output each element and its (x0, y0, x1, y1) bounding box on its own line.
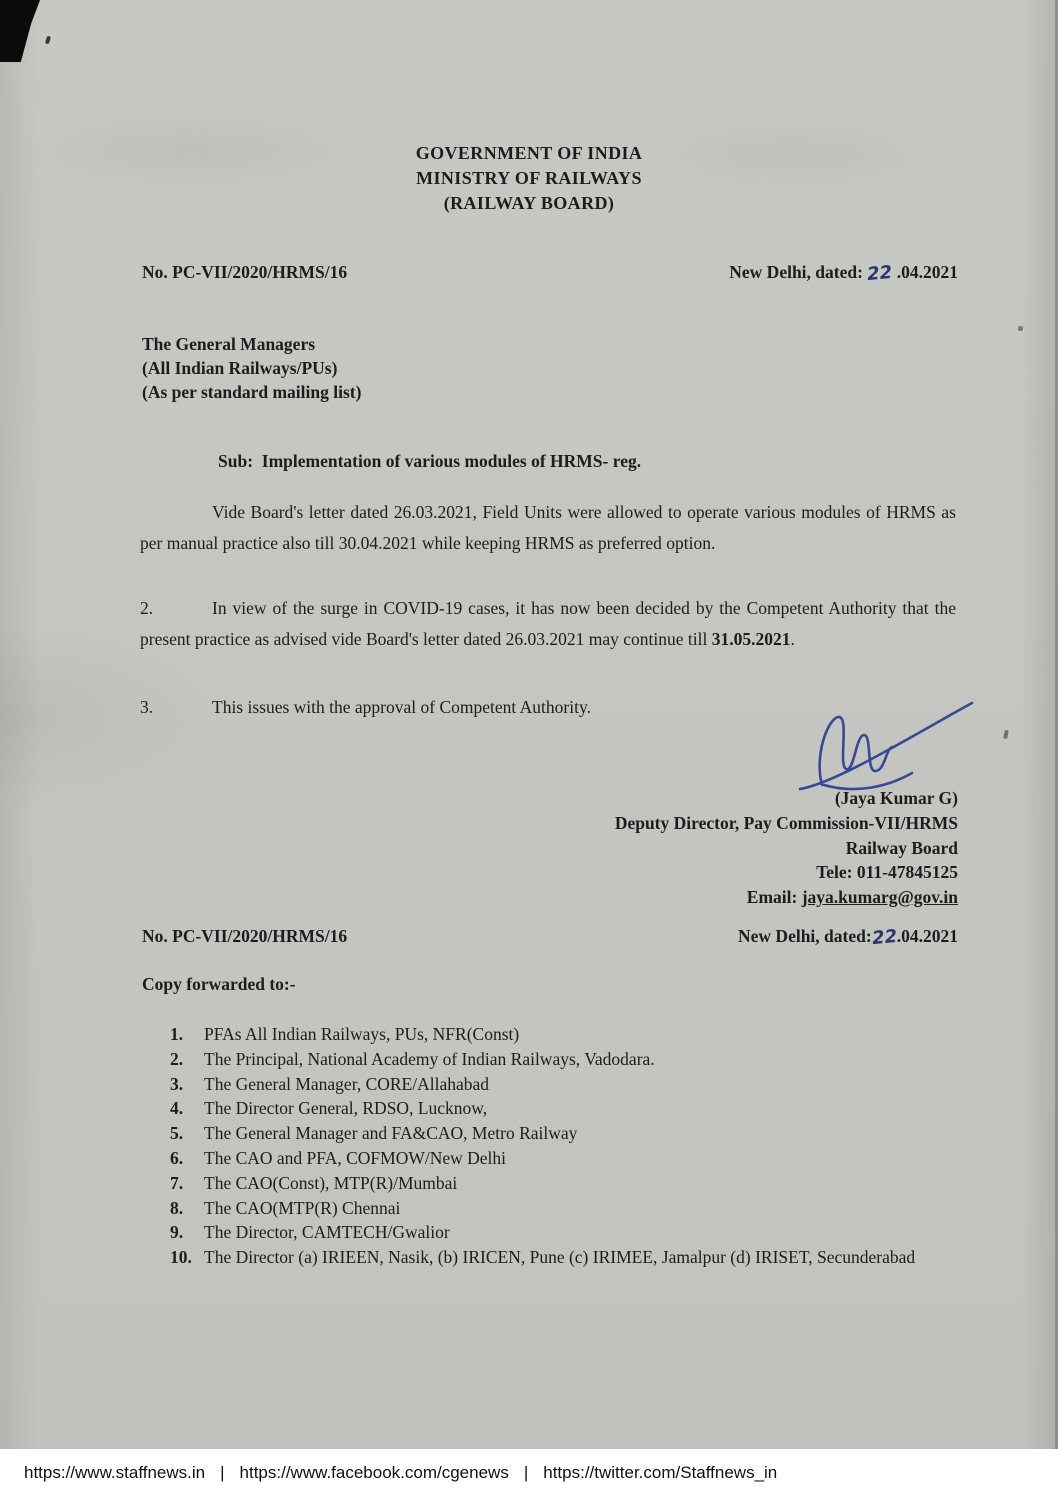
list-item (170, 1171, 958, 1196)
footer-separator: | (220, 1462, 225, 1482)
list-item (170, 1096, 958, 1121)
letter-number: No. PC-VII/2020/HRMS/16 (142, 926, 348, 946)
list-item (170, 1072, 958, 1097)
signatory-designation: Deputy Director, Pay Commission-VII/HRMS (614, 812, 958, 833)
letter-number: No. PC-VII/2020/HRMS/16 (142, 262, 348, 282)
item-text: The General Manager, CORE/Allahabad (204, 1073, 490, 1094)
addressee-line-2: (All Indian Railways/PUs) (142, 358, 338, 378)
paragraph-3-text: This issues with the approval of Competent Authority. (212, 697, 591, 717)
letterhead-line-3: (RAILWAY BOARD) (443, 193, 615, 213)
footer-url-facebook: https://www.facebook.com/cgenews (239, 1462, 509, 1482)
date-prefix: New Delhi, dated: (729, 262, 868, 282)
list-item (170, 1220, 958, 1245)
item-text: The Director, CAMTECH/Gwalior (204, 1222, 450, 1243)
footer-separator: | (523, 1462, 529, 1482)
item-text: The CAO(MTP(R) Chennai (204, 1197, 401, 1218)
addressee-line-1: The General Managers (142, 334, 316, 354)
date-suffix: .04.2021 (892, 262, 958, 282)
item-number: 3. (170, 1073, 184, 1094)
list-item (170, 1047, 958, 1072)
scan-speck (1003, 730, 1009, 740)
addressee-block (142, 332, 361, 404)
list-item (170, 1146, 958, 1171)
paragraph-2-period: . (790, 628, 795, 649)
date-suffix: .04.2021 (896, 926, 958, 946)
reference-row-2 (142, 925, 958, 950)
paragraph-1: Vide Board's letter dated 26.03.2021, Field Units were allowed to operate various modules of HRMS as per manual practice also till 30.04.2021 while keeping HRMS as preferred option. (140, 502, 956, 553)
item-number: 4. (170, 1098, 184, 1119)
email-address: jaya.kumarg@gov.in (801, 887, 958, 908)
signatory-phone: Tele: 011-47845125 (816, 862, 958, 883)
item-number: 6. (170, 1147, 184, 1168)
list-item (170, 1245, 958, 1270)
handwritten-day: 22 (866, 261, 894, 286)
paragraph-3-number: 3. (140, 697, 154, 717)
paragraph-2 (140, 593, 956, 654)
item-text: The Director (a) IRIEEN, Nasik, (b) IRICEN, Pune (c) IRIMEE, Jamalpur (d) IRISET, Secunderabad (204, 1247, 916, 1268)
item-number: 1. (170, 1024, 184, 1044)
scan-speck (45, 36, 51, 45)
item-text: The CAO(Const), MTP(R)/Mumbai (204, 1172, 458, 1193)
list-item (170, 1196, 958, 1221)
item-number: 5. (170, 1123, 184, 1144)
letterhead-line-1: GOVERNMENT OF INDIA (415, 143, 643, 163)
signatory-email-line (615, 885, 958, 910)
signatory-block (615, 786, 958, 910)
paragraph-2-bold-date: 31.05.2021 (711, 628, 791, 649)
paragraph-2-text: In view of the surge in COVID-19 cases, it has now been decided by the Competent Authority that the present practice as advised vide Board's letter dated 26.03.2021 may continue till (140, 598, 956, 649)
list-item (170, 1022, 958, 1047)
copy-forwarded-list (170, 1022, 958, 1270)
footer-url-twitter: https://twitter.com/Staffnews_in (543, 1462, 778, 1482)
subject-line: Sub: Implementation of various modules of HRMS- reg. (218, 451, 642, 471)
item-text: The Principal, National Academy of Indian Railways, Vadodara. (204, 1048, 655, 1069)
scan-corner-artifact (0, 0, 40, 62)
item-number: 10. (170, 1247, 192, 1268)
item-number: 9. (170, 1222, 184, 1243)
footer-watermark-bar (0, 1449, 1058, 1496)
reference-row-1 (142, 261, 958, 286)
item-text: The Director General, RDSO, Lucknow, (204, 1098, 488, 1119)
signatory-organization: Railway Board (845, 837, 958, 858)
footer-url-staffnews: https://www.staffnews.in (24, 1462, 206, 1482)
list-item (170, 1121, 958, 1146)
item-number: 8. (170, 1197, 184, 1218)
handwritten-day: 22 (870, 925, 898, 950)
signatory-name: (Jaya Kumar G) (834, 788, 958, 808)
email-label: Email: (746, 887, 802, 908)
paragraph-2-number: 2. (140, 598, 154, 618)
letterhead (0, 141, 1058, 216)
item-number: 2. (170, 1048, 184, 1069)
item-text: PFAs All Indian Railways, PUs, NFR(Const) (204, 1024, 520, 1044)
copy-forwarded-heading: Copy forwarded to:- (142, 974, 296, 994)
item-number: 7. (170, 1172, 184, 1193)
addressee-line-3: (As per standard mailing list) (142, 382, 362, 402)
item-text: The CAO and PFA, COFMOW/New Delhi (204, 1147, 507, 1168)
date-line (729, 261, 958, 286)
item-text: The General Manager and FA&CAO, Metro Railway (204, 1123, 578, 1144)
letterhead-line-2: MINISTRY OF RAILWAYS (416, 168, 642, 188)
date-line (738, 925, 958, 950)
scan-speck (1018, 326, 1023, 331)
date-prefix: New Delhi, dated: (738, 926, 872, 946)
